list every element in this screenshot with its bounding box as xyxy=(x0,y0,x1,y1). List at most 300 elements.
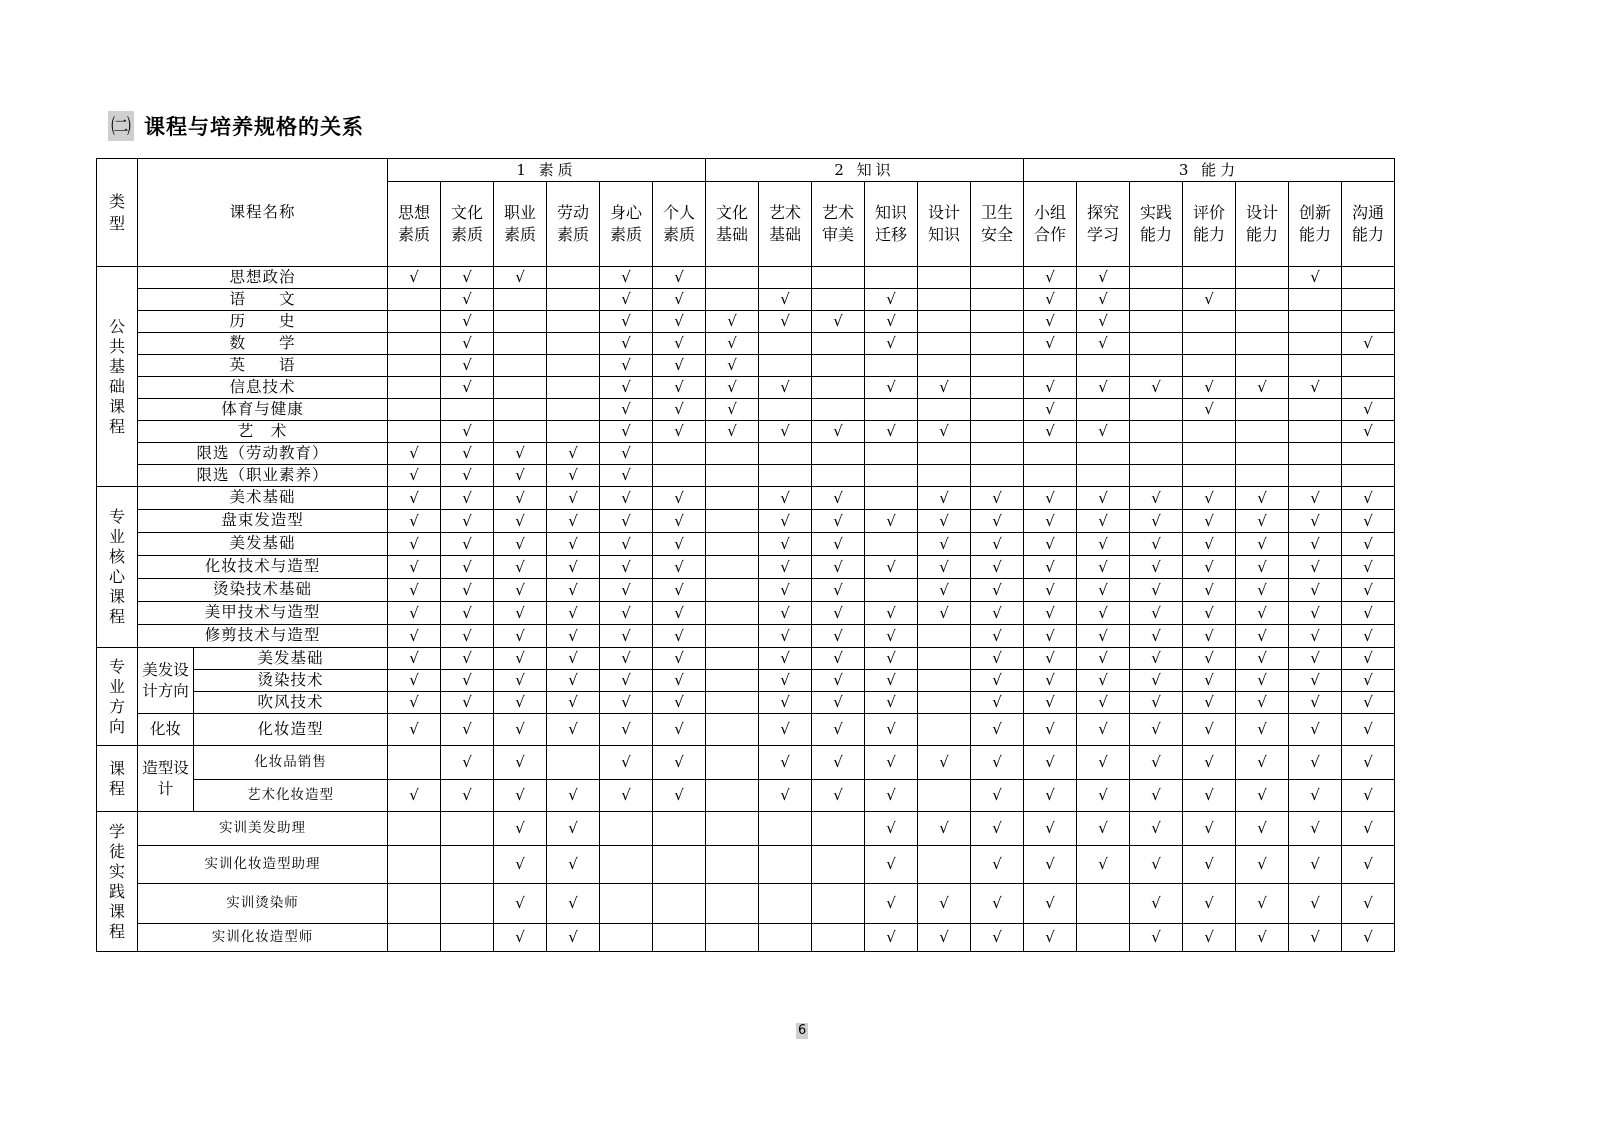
check-mark: √ xyxy=(621,400,631,418)
check-cell xyxy=(653,648,706,670)
check-mark: √ xyxy=(621,603,631,622)
check-cell xyxy=(1342,510,1395,533)
check-cell xyxy=(1130,487,1183,510)
check-cell xyxy=(706,556,759,579)
check-cell xyxy=(441,884,494,924)
check-mark: √ xyxy=(1363,534,1373,553)
check-cell xyxy=(600,267,653,289)
check-cell xyxy=(759,884,812,924)
check-mark: √ xyxy=(462,466,472,484)
check-cell xyxy=(812,267,865,289)
check-cell xyxy=(812,377,865,399)
check-cell xyxy=(759,465,812,487)
check-cell xyxy=(918,556,971,579)
table-row xyxy=(97,465,1395,487)
check-mark: √ xyxy=(1363,693,1373,711)
check-cell xyxy=(865,812,918,846)
check-cell xyxy=(1342,579,1395,602)
check-cell xyxy=(1289,579,1342,602)
column-header: 思想素质 xyxy=(388,182,441,267)
check-cell xyxy=(759,780,812,812)
check-cell xyxy=(1342,846,1395,884)
check-mark: √ xyxy=(1204,290,1214,308)
course-name: 化妆技术与造型 xyxy=(138,556,388,579)
check-cell xyxy=(494,648,547,670)
table-row xyxy=(97,602,1395,625)
check-cell xyxy=(1342,556,1395,579)
check-cell xyxy=(1289,780,1342,812)
check-mark: √ xyxy=(462,534,472,553)
check-cell xyxy=(1183,355,1236,377)
check-cell xyxy=(1183,556,1236,579)
check-cell xyxy=(1236,443,1289,465)
check-mark: √ xyxy=(1045,334,1055,352)
check-cell xyxy=(1077,267,1130,289)
check-cell xyxy=(388,355,441,377)
check-cell xyxy=(706,421,759,443)
check-cell xyxy=(1130,746,1183,780)
check-mark: √ xyxy=(992,580,1002,599)
check-cell xyxy=(759,556,812,579)
check-cell xyxy=(706,311,759,333)
check-cell xyxy=(1077,692,1130,714)
check-mark: √ xyxy=(833,693,843,711)
check-cell xyxy=(918,355,971,377)
check-mark: √ xyxy=(568,534,578,553)
check-cell xyxy=(812,421,865,443)
row-type-apprentice-practice: 学徒实践课程 xyxy=(97,812,138,952)
check-mark: √ xyxy=(780,626,790,645)
check-mark: √ xyxy=(462,693,472,711)
check-mark: √ xyxy=(992,603,1002,622)
check-cell xyxy=(388,648,441,670)
check-mark: √ xyxy=(515,603,525,622)
check-mark: √ xyxy=(1098,334,1108,352)
check-cell xyxy=(600,812,653,846)
course-name: 修剪技术与造型 xyxy=(138,625,388,648)
check-mark: √ xyxy=(674,312,684,330)
check-cell xyxy=(1183,648,1236,670)
check-mark: √ xyxy=(833,534,843,553)
check-mark: √ xyxy=(1257,720,1267,738)
check-mark: √ xyxy=(1257,557,1267,576)
check-mark: √ xyxy=(1363,786,1373,804)
page-number: 6 xyxy=(798,1023,807,1038)
check-cell xyxy=(865,780,918,812)
course-name: 艺术化妆造型 xyxy=(194,780,388,812)
check-cell xyxy=(1130,625,1183,648)
check-cell xyxy=(547,465,600,487)
check-cell xyxy=(706,812,759,846)
check-cell xyxy=(918,780,971,812)
column-header: 创新能力 xyxy=(1289,182,1342,267)
check-mark: √ xyxy=(939,580,949,599)
check-cell xyxy=(1289,443,1342,465)
check-cell xyxy=(1183,267,1236,289)
check-mark: √ xyxy=(515,753,525,771)
check-cell xyxy=(388,510,441,533)
check-mark: √ xyxy=(992,819,1002,837)
check-cell xyxy=(441,670,494,692)
check-cell xyxy=(1342,714,1395,746)
check-mark: √ xyxy=(1363,511,1373,530)
check-cell xyxy=(1130,812,1183,846)
course-name: 美甲技术与造型 xyxy=(138,602,388,625)
check-mark: √ xyxy=(1363,557,1373,576)
check-mark: √ xyxy=(568,466,578,484)
check-cell xyxy=(1077,311,1130,333)
check-cell xyxy=(494,443,547,465)
check-mark: √ xyxy=(621,557,631,576)
check-cell xyxy=(441,780,494,812)
check-mark: √ xyxy=(409,580,419,599)
check-mark: √ xyxy=(409,488,419,507)
check-cell xyxy=(600,333,653,355)
check-cell xyxy=(1183,780,1236,812)
check-cell xyxy=(494,884,547,924)
check-cell xyxy=(706,579,759,602)
check-cell xyxy=(1024,924,1077,952)
check-mark: √ xyxy=(1098,786,1108,804)
check-cell xyxy=(441,579,494,602)
check-mark: √ xyxy=(886,720,896,738)
check-mark: √ xyxy=(674,626,684,645)
check-cell xyxy=(1289,602,1342,625)
group-header-quality: 1 素质 xyxy=(388,159,706,182)
check-cell xyxy=(1236,333,1289,355)
check-cell xyxy=(1289,333,1342,355)
check-cell xyxy=(388,602,441,625)
check-mark: √ xyxy=(1257,511,1267,530)
check-cell xyxy=(1024,465,1077,487)
check-cell xyxy=(918,533,971,556)
check-cell xyxy=(441,443,494,465)
check-cell xyxy=(1183,311,1236,333)
check-cell xyxy=(441,487,494,510)
check-mark: √ xyxy=(1151,534,1161,553)
course-name: 烫染技术 xyxy=(194,670,388,692)
check-cell xyxy=(1130,924,1183,952)
check-cell xyxy=(388,421,441,443)
check-cell xyxy=(653,311,706,333)
check-cell xyxy=(759,714,812,746)
check-mark: √ xyxy=(621,422,631,440)
check-cell xyxy=(865,602,918,625)
check-cell xyxy=(653,333,706,355)
check-cell xyxy=(1130,884,1183,924)
check-cell xyxy=(971,670,1024,692)
check-cell xyxy=(1342,333,1395,355)
check-cell xyxy=(494,311,547,333)
check-cell xyxy=(759,533,812,556)
check-cell xyxy=(547,556,600,579)
check-cell xyxy=(1342,487,1395,510)
check-cell xyxy=(971,421,1024,443)
check-cell xyxy=(812,670,865,692)
check-cell xyxy=(494,846,547,884)
check-cell xyxy=(441,355,494,377)
check-mark: √ xyxy=(780,786,790,804)
check-cell xyxy=(1077,421,1130,443)
table-row xyxy=(97,670,1395,692)
check-cell xyxy=(865,289,918,311)
check-mark: √ xyxy=(462,720,472,738)
check-mark: √ xyxy=(1310,753,1320,771)
check-cell xyxy=(865,510,918,533)
check-cell xyxy=(1236,579,1289,602)
check-mark: √ xyxy=(939,753,949,771)
check-mark: √ xyxy=(674,488,684,507)
check-cell xyxy=(600,465,653,487)
check-cell xyxy=(1024,377,1077,399)
check-cell xyxy=(600,780,653,812)
check-mark: √ xyxy=(833,312,843,330)
check-cell xyxy=(971,812,1024,846)
check-mark: √ xyxy=(1151,378,1161,396)
check-cell xyxy=(547,399,600,421)
table-row xyxy=(97,533,1395,556)
check-mark: √ xyxy=(939,819,949,837)
check-mark: √ xyxy=(515,534,525,553)
check-mark: √ xyxy=(1204,534,1214,553)
check-cell xyxy=(706,625,759,648)
check-cell xyxy=(1130,289,1183,311)
check-cell xyxy=(441,924,494,952)
check-cell xyxy=(388,846,441,884)
check-mark: √ xyxy=(1098,268,1108,286)
check-mark: √ xyxy=(1045,786,1055,804)
check-cell xyxy=(441,625,494,648)
check-cell xyxy=(1024,602,1077,625)
check-mark: √ xyxy=(515,444,525,462)
check-mark: √ xyxy=(1310,693,1320,711)
check-mark: √ xyxy=(515,720,525,738)
check-cell xyxy=(706,267,759,289)
check-cell xyxy=(1024,692,1077,714)
check-mark: √ xyxy=(1204,693,1214,711)
check-cell xyxy=(865,465,918,487)
check-mark: √ xyxy=(621,720,631,738)
check-cell xyxy=(1183,289,1236,311)
check-cell xyxy=(388,333,441,355)
check-cell xyxy=(759,311,812,333)
check-cell xyxy=(388,812,441,846)
check-cell xyxy=(706,355,759,377)
check-mark: √ xyxy=(886,422,896,440)
check-cell xyxy=(1183,421,1236,443)
check-mark: √ xyxy=(1098,819,1108,837)
group-header-ability: 3 能力 xyxy=(1024,159,1395,182)
check-mark: √ xyxy=(780,290,790,308)
check-mark: √ xyxy=(1098,580,1108,599)
check-cell xyxy=(1077,625,1130,648)
check-mark: √ xyxy=(833,649,843,667)
check-mark: √ xyxy=(727,312,737,330)
check-mark: √ xyxy=(992,753,1002,771)
check-mark: √ xyxy=(621,268,631,286)
check-cell xyxy=(494,487,547,510)
check-cell xyxy=(971,399,1024,421)
check-mark: √ xyxy=(1151,511,1161,530)
check-mark: √ xyxy=(886,511,896,530)
check-mark: √ xyxy=(462,488,472,507)
check-cell xyxy=(494,924,547,952)
check-mark: √ xyxy=(621,312,631,330)
column-header: 艺术审美 xyxy=(812,182,865,267)
check-cell xyxy=(1077,648,1130,670)
check-cell xyxy=(1077,846,1130,884)
check-mark: √ xyxy=(939,422,949,440)
check-cell xyxy=(1077,487,1130,510)
check-cell xyxy=(600,648,653,670)
check-cell xyxy=(388,289,441,311)
check-cell xyxy=(547,355,600,377)
check-cell xyxy=(547,714,600,746)
check-cell xyxy=(494,579,547,602)
check-cell xyxy=(653,377,706,399)
check-mark: √ xyxy=(1204,649,1214,667)
check-mark: √ xyxy=(833,626,843,645)
check-cell xyxy=(441,465,494,487)
check-cell xyxy=(547,533,600,556)
check-cell xyxy=(759,510,812,533)
check-mark: √ xyxy=(939,534,949,553)
check-cell xyxy=(653,625,706,648)
check-cell xyxy=(1289,714,1342,746)
check-mark: √ xyxy=(674,580,684,599)
check-mark: √ xyxy=(727,422,737,440)
check-cell xyxy=(441,648,494,670)
check-cell xyxy=(388,399,441,421)
check-mark: √ xyxy=(621,290,631,308)
check-cell xyxy=(759,746,812,780)
check-cell xyxy=(653,846,706,884)
check-cell xyxy=(494,746,547,780)
check-mark: √ xyxy=(1045,580,1055,599)
table-row xyxy=(97,399,1395,421)
check-mark: √ xyxy=(886,334,896,352)
check-cell xyxy=(759,333,812,355)
check-cell xyxy=(865,692,918,714)
table-row xyxy=(97,487,1395,510)
check-mark: √ xyxy=(1204,488,1214,507)
check-cell xyxy=(1289,377,1342,399)
check-cell xyxy=(706,465,759,487)
check-mark: √ xyxy=(1098,649,1108,667)
check-cell xyxy=(1289,556,1342,579)
check-cell xyxy=(388,311,441,333)
check-mark: √ xyxy=(462,786,472,804)
check-cell xyxy=(1236,846,1289,884)
check-cell xyxy=(1024,846,1077,884)
check-mark: √ xyxy=(515,693,525,711)
check-cell xyxy=(600,846,653,884)
check-cell xyxy=(812,714,865,746)
check-cell xyxy=(600,746,653,780)
check-cell xyxy=(812,487,865,510)
check-cell xyxy=(494,289,547,311)
check-cell xyxy=(1236,289,1289,311)
check-cell xyxy=(1342,289,1395,311)
check-cell xyxy=(865,533,918,556)
check-cell xyxy=(600,510,653,533)
check-cell xyxy=(1236,648,1289,670)
check-mark: √ xyxy=(1204,511,1214,530)
check-mark: √ xyxy=(1257,786,1267,804)
check-mark: √ xyxy=(1363,422,1373,440)
check-cell xyxy=(388,692,441,714)
course-name: 语 文 xyxy=(138,289,388,311)
check-cell xyxy=(706,780,759,812)
check-mark: √ xyxy=(1045,720,1055,738)
check-cell xyxy=(1024,746,1077,780)
check-mark: √ xyxy=(568,720,578,738)
check-cell xyxy=(1342,399,1395,421)
check-cell xyxy=(1342,648,1395,670)
check-cell xyxy=(653,714,706,746)
check-cell xyxy=(653,487,706,510)
check-cell xyxy=(1236,746,1289,780)
table-row xyxy=(97,648,1395,670)
check-cell xyxy=(1130,846,1183,884)
check-cell xyxy=(706,924,759,952)
check-cell xyxy=(653,884,706,924)
check-cell xyxy=(865,670,918,692)
check-cell xyxy=(812,648,865,670)
check-mark: √ xyxy=(621,466,631,484)
check-cell xyxy=(706,533,759,556)
check-cell xyxy=(1342,625,1395,648)
check-mark: √ xyxy=(780,312,790,330)
table-row xyxy=(97,510,1395,533)
course-name: 英 语 xyxy=(138,355,388,377)
check-mark: √ xyxy=(674,649,684,667)
check-cell xyxy=(865,377,918,399)
check-mark: √ xyxy=(939,378,949,396)
check-cell xyxy=(1236,510,1289,533)
check-cell xyxy=(547,579,600,602)
check-cell xyxy=(1077,714,1130,746)
check-cell xyxy=(759,355,812,377)
check-cell xyxy=(1077,670,1130,692)
check-mark: √ xyxy=(1151,720,1161,738)
check-cell xyxy=(494,714,547,746)
check-cell xyxy=(971,267,1024,289)
check-mark: √ xyxy=(992,671,1002,689)
check-cell xyxy=(706,602,759,625)
check-cell xyxy=(1077,289,1130,311)
check-cell xyxy=(547,443,600,465)
check-mark: √ xyxy=(1045,753,1055,771)
column-header: 探究学习 xyxy=(1077,182,1130,267)
check-cell xyxy=(865,648,918,670)
check-mark: √ xyxy=(515,855,525,873)
check-mark: √ xyxy=(462,649,472,667)
check-mark: √ xyxy=(1363,626,1373,645)
check-cell xyxy=(706,399,759,421)
check-cell xyxy=(1077,746,1130,780)
check-cell xyxy=(1236,780,1289,812)
check-mark: √ xyxy=(1204,819,1214,837)
check-cell xyxy=(441,311,494,333)
check-mark: √ xyxy=(992,511,1002,530)
check-mark: √ xyxy=(780,511,790,530)
check-mark: √ xyxy=(1151,580,1161,599)
sub-type-makeup: 化妆 xyxy=(138,714,194,746)
check-cell xyxy=(759,443,812,465)
check-mark: √ xyxy=(1204,753,1214,771)
check-cell xyxy=(1236,533,1289,556)
